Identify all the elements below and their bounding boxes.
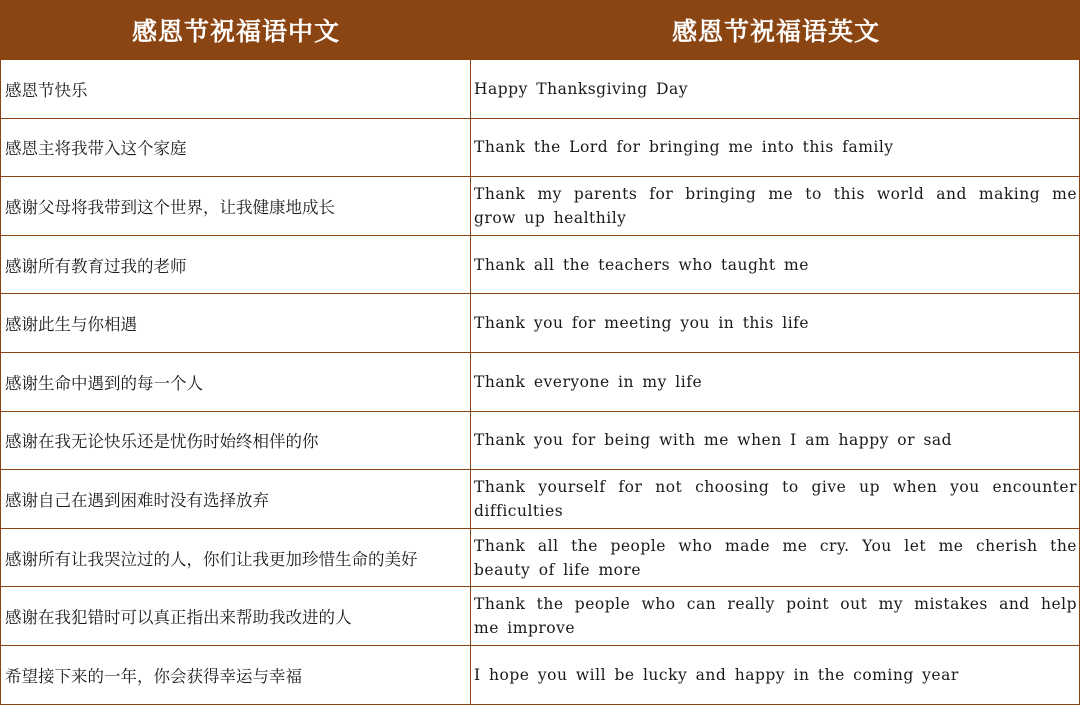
chinese-cell: 感谢所有教育过我的老师 — [1, 236, 471, 294]
english-cell: Thank my parents for bringing me to this world and making me grow up healthily — [474, 184, 1077, 227]
chinese-cell: 感谢父母将我带到这个世界，让我健康地成长 — [1, 177, 471, 235]
table-row — [1, 646, 1079, 705]
chinese-cell: 希望接下来的一年，你会获得幸运与幸福 — [1, 646, 471, 704]
table-row — [1, 236, 1079, 295]
table-row — [1, 60, 1079, 119]
table-header — [0, 0, 1080, 60]
english-column-header: 感恩节祝福语英文 — [671, 17, 880, 46]
chinese-cell: 感谢在我犯错时可以真正指出来帮助我改进的人 — [1, 587, 471, 645]
english-cell: Thank everyone in my life — [474, 372, 703, 391]
english-cell: Thank all the teachers who taught me — [474, 255, 809, 274]
table-row — [1, 587, 1079, 646]
english-cell: Thank yourself for not choosing to give up when you encounter difficulties — [474, 477, 1077, 520]
table-row — [1, 294, 1079, 353]
chinese-cell: 感谢自己在遇到困难时没有选择放弃 — [1, 470, 471, 528]
chinese-cell: 感恩节快乐 — [1, 60, 471, 118]
chinese-column-header: 感恩节祝福语中文 — [131, 17, 340, 46]
table-row — [1, 470, 1079, 529]
english-cell: Thank you for being with me when I am happy or sad — [474, 431, 953, 450]
english-cell: I hope you will be lucky and happy in the coming year — [474, 665, 959, 684]
chinese-cell: 感谢生命中遇到的每一个人 — [1, 353, 471, 411]
chinese-cell: 感谢在我无论快乐还是忧伤时始终相伴的你 — [1, 412, 471, 470]
english-cell: Thank the people who can really point out my mistakes and help me improve — [474, 595, 1077, 638]
chinese-cell: 感谢所有让我哭泣过的人，你们让我更加珍惜生命的美好 — [1, 529, 471, 587]
table-row — [1, 177, 1079, 236]
english-cell: Thank you for meeting you in this life — [474, 314, 810, 333]
table-row — [1, 119, 1079, 178]
table-body — [0, 60, 1080, 705]
table-row — [1, 353, 1079, 412]
english-cell: Happy Thanksgiving Day — [474, 79, 689, 98]
chinese-cell: 感恩主将我带入这个家庭 — [1, 119, 471, 177]
chinese-cell: 感谢此生与你相遇 — [1, 294, 471, 352]
english-cell: Thank all the people who made me cry. You let me cherish the beauty of life more — [474, 536, 1077, 579]
table-row — [1, 412, 1079, 471]
english-cell: Thank the Lord for bringing me into this family — [474, 138, 894, 157]
table-row — [1, 529, 1079, 588]
